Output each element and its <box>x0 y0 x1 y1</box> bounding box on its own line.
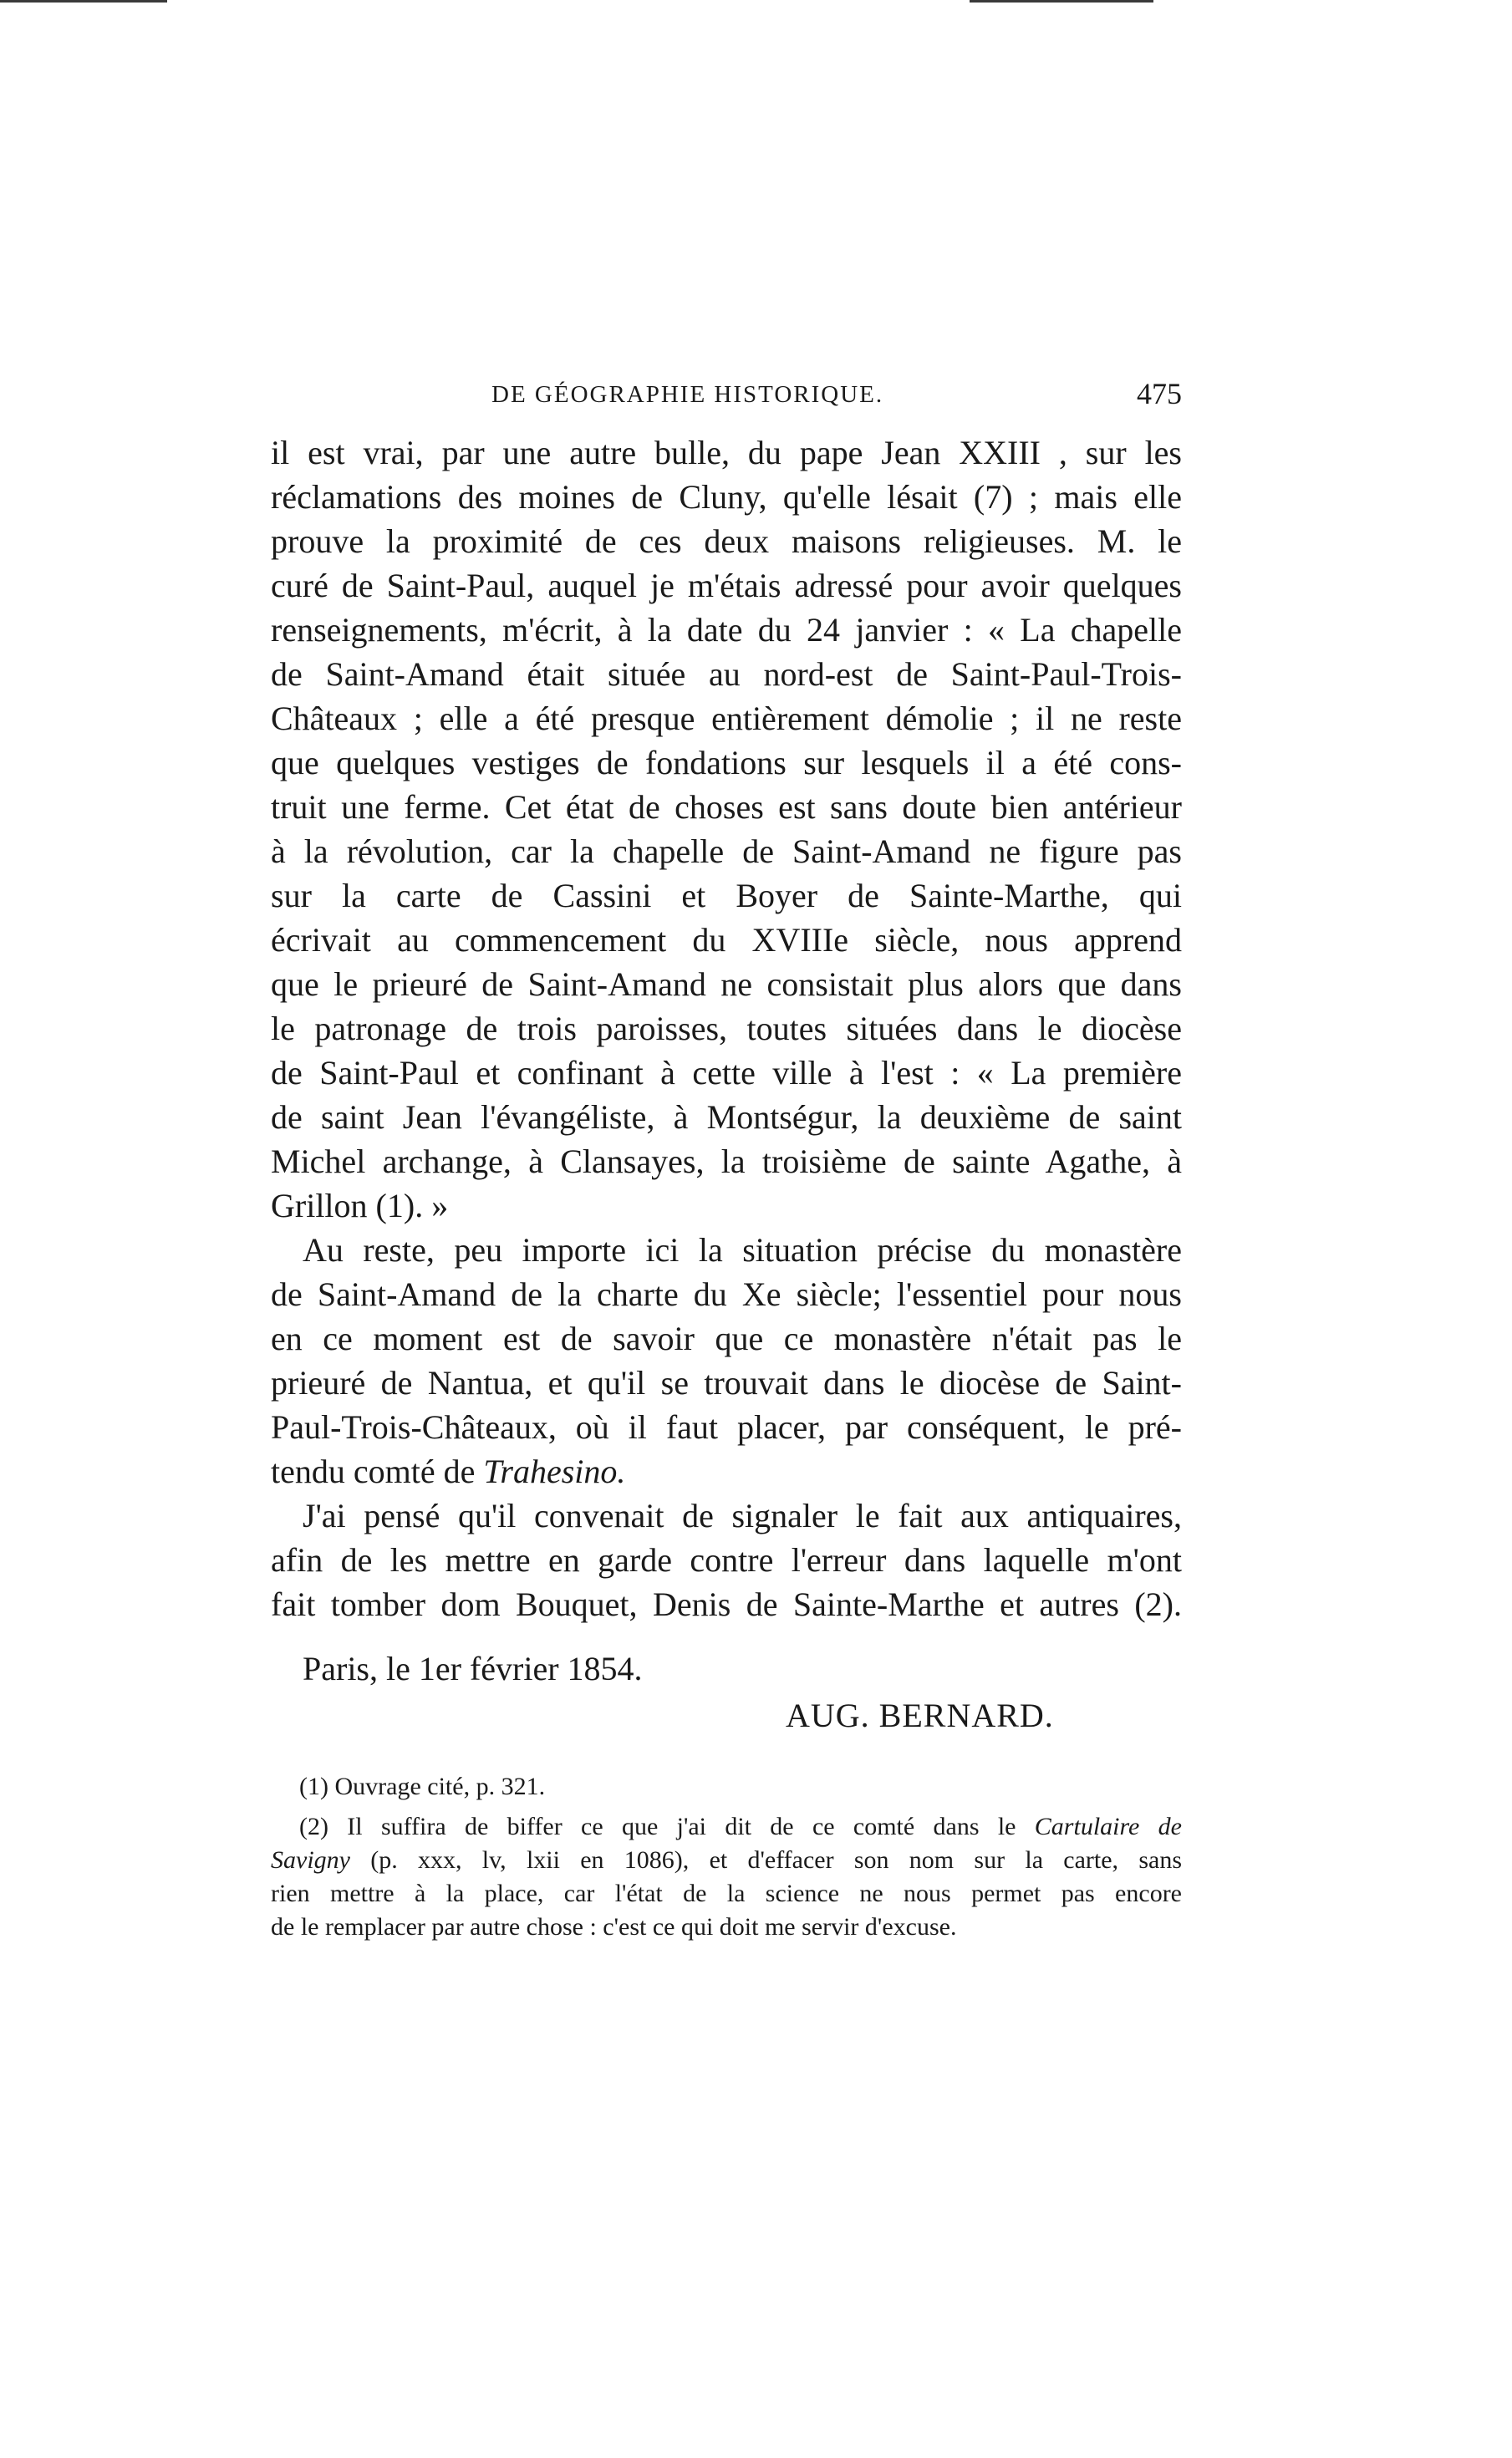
italic-place-name: Trahesino. <box>483 1453 626 1490</box>
text-line: Michel archange, à Clansayes, la troisième de sainte Agathe, à <box>271 1142 1182 1180</box>
footnote-2-line <box>271 1810 1182 1844</box>
footnote-2-line: rien mettre à la place, car l'état de la science ne nous permet pas encore <box>271 1880 1182 1907</box>
text-line: en ce moment est de savoir que ce monastère n'était pas le <box>271 1320 1182 1357</box>
body-text <box>271 430 1182 1626</box>
paragraph-start: Au reste, peu importe ici la situation précise du monastère <box>303 1231 1182 1269</box>
top-edge-rule <box>970 0 1153 3</box>
running-head: DE GÉOGRAPHIE HISTORIQUE. <box>491 381 884 408</box>
text-line <box>271 1449 1182 1494</box>
text-fragment: (2) Il suffira de biffer ce que j'ai dit de ce comté dans le <box>299 1813 1035 1840</box>
text-line: sur la carte de Cassini et Boyer de Sainte-Marthe, qui <box>271 877 1182 914</box>
text-line: prouve la proximité de ces deux maisons religieuses. M. le <box>271 522 1182 560</box>
text-line: il est vrai, par une autre bulle, du pape Jean XXIII , sur les <box>271 434 1182 471</box>
text-line: le patronage de trois paroisses, toutes situées dans le diocèse <box>271 1010 1182 1047</box>
footnote-2-line <box>271 1844 1182 1877</box>
text-line: afin de les mettre en garde contre l'erreur dans laquelle m'ont <box>271 1541 1182 1579</box>
text-fragment: (p. xxx, lv, lxii en 1086), et d'effacer son nom sur la carte, sans <box>349 1846 1182 1874</box>
text-line: Châteaux ; elle a été presque entièrement démolie ; il ne reste <box>271 700 1182 737</box>
text-line: que quelques vestiges de fondations sur lesquels il a été cons- <box>271 744 1182 781</box>
footnote-2-line: de le remplacer par autre chose : c'est ce qui doit me servir d'excuse. <box>271 1913 957 1941</box>
text-line: de Saint-Amand était située au nord-est de Saint-Paul-Trois- <box>271 655 1182 693</box>
text-line: réclamations des moines de Cluny, qu'elle lésait (7) ; mais elle <box>271 478 1182 516</box>
page-header <box>491 377 1182 418</box>
text-line: Paul-Trois-Châteaux, où il faut placer, par conséquent, le pré- <box>271 1408 1182 1446</box>
text-line: curé de Saint-Paul, auquel je m'étais adressé pour avoir quelques <box>271 567 1182 604</box>
text-line: écrivait au commencement du XVIIIe siècle, nous apprend <box>271 921 1182 959</box>
text-line: prieuré de Nantua, et qu'il se trouvait dans le diocèse de Saint- <box>271 1364 1182 1402</box>
text-line: Grillon (1). » <box>271 1187 449 1224</box>
footnote-1: (1) Ouvrage cité, p. 321. <box>299 1773 546 1800</box>
italic-title: Savigny <box>271 1846 350 1874</box>
top-edge-rule <box>0 0 167 3</box>
text-line: renseignements, m'écrit, à la date du 24 janvier : « La chapelle <box>271 611 1182 649</box>
text-line: de Saint-Paul et confinant à cette ville à l'est : « La première <box>271 1054 1182 1092</box>
text-line: truit une ferme. Cet état de choses est sans doute bien antérieur <box>271 788 1182 826</box>
footnotes <box>271 1770 1182 1944</box>
footnote-gap <box>271 1804 1182 1810</box>
page-number: 475 <box>1137 377 1182 410</box>
text-fragment: tendu comté de <box>271 1453 484 1490</box>
text-line: fait tomber dom Bouquet, Denis de Sainte-Marthe et autres (2). <box>271 1585 1182 1623</box>
italic-title: Cartulaire de <box>1034 1813 1182 1840</box>
text-line: à la révolution, car la chapelle de Saint-Amand ne figure pas <box>271 832 1182 870</box>
paragraph-start: J'ai pensé qu'il convenait de signaler le fait aux antiquaires, <box>303 1497 1182 1534</box>
dateline: Paris, le 1er février 1854. <box>303 1650 643 1687</box>
text-line: de Saint-Amand de la charte du Xe siècle; l'essentiel pour nous <box>271 1275 1182 1313</box>
author-signature: AUG. BERNARD. <box>786 1697 1054 1734</box>
text-line: de saint Jean l'évangéliste, à Montségur, la deuxième de saint <box>271 1098 1182 1136</box>
text-line: que le prieuré de Saint-Amand ne consistait plus alors que dans <box>271 965 1182 1003</box>
